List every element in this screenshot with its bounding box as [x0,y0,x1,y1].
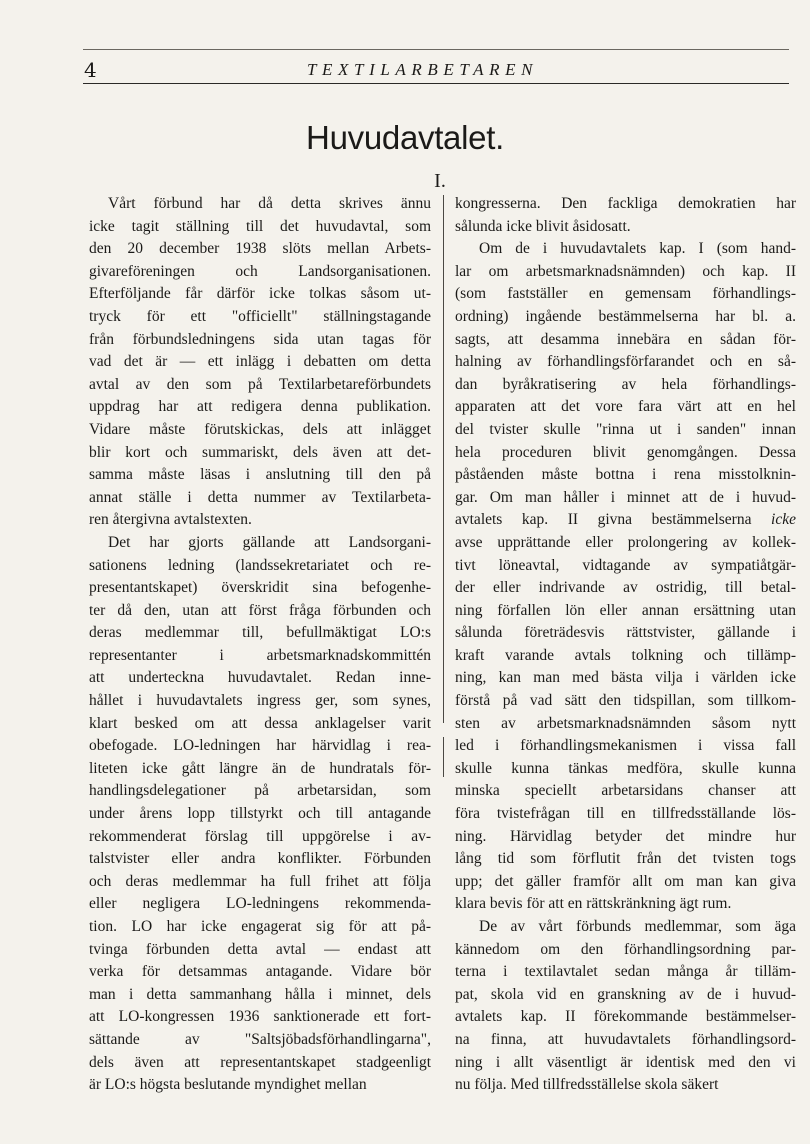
text-line: presentantskapet) överskridit sina befogenhe- [89,579,431,597]
text-line: avtalets kap. II givna bestämmelserna icke [455,511,796,529]
text-line: rekommenderat förslag till uppgörelse i av- [89,827,431,845]
text-line: sålunda icke blivit åsidosatt. [455,217,631,235]
text-line: att LO-kongressen 1936 sanktionerade ett fort- [89,1008,431,1026]
text-line: hela proceduren blivit genomgången. Dessa [455,443,796,461]
text-line: sålunda företrädesvis rättstvister, gällande i [455,624,796,642]
text-line: lång tid som förflutit från det tvisten togs [455,850,796,868]
text-line: ning. Härvidlag betyder det mindre hur [455,827,796,845]
text-line: tvinga förbunden detta avtal — endast att [89,940,431,958]
text-line: terna i textilavtalet sedan många år tilläm- [455,963,796,981]
text-line: (som fastställer en gemensam förhandlings- [455,285,796,303]
text-line: och deras medlemmar ha full frihet att följa [89,872,431,890]
text-line: verka för detsammas antagande. Vidare bör [89,963,431,981]
text-line: förstå på vad sätt den tidspillan, som tillkom- [455,692,796,710]
text-line: Det har gjorts gällande att Landsorgani- [108,533,431,551]
text-line: från förbundsledningens sida utan tagas för [89,330,431,348]
text-line: skulle kunna tänkas medföra, skulle kunna [455,759,796,777]
text-line: avtalets kap. II förekommande bestämmelser- [455,1008,796,1026]
text-line: De av vårt förbunds medlemmar, som äga [479,918,796,935]
text-line: Vidare måste förutskickas, dels att inlägget [89,420,431,438]
text-line: ordning) ingående bestämmelserna har bl. a. [455,307,796,325]
page-number: 4 [84,58,97,82]
text-line: kongresserna. Den fackliga demokratien har [455,195,796,212]
text-line: sättande av "Saltsjöbadsförhandlingarna", [89,1030,431,1048]
text-line: eller negligera LO-ledningens rekommenda- [89,895,431,913]
text-line: sationens ledning (landssekretariatet och re- [89,556,431,574]
article-title: Huvudavtalet. [306,119,504,156]
text-line: hållet i huvudavtalets ingress ger, som synes, [89,692,431,710]
text-line: tryck för ett "officiellt" ställningstagande [89,307,431,325]
text-line: icke tagit ställning till det huvudavtal, som [89,217,431,235]
text-line: tion. LO har icke engagerat sig för att på- [89,918,431,935]
journal-title: TEXTILARBETAREN [307,60,539,79]
text-line: der eller indrivande av ostridig, till betal- [455,579,796,597]
text-line: man i detta sammanhang hålla i minnet, dels [89,985,431,1003]
text-line: ning i allt väsentligt är identisk med den vi [455,1053,796,1071]
text-line: klara bevis för att en rättskränkning ägt rum. [455,895,732,913]
text-line: talstvister eller andra konflikter. Förbunden [89,850,431,868]
text-line: minska speciellt arbetarsidans chanser att [455,782,796,800]
column-divider [443,195,444,723]
text-line: sten av arbetsmarknadsnämnden såsom nytt [455,714,796,732]
text-line: sagts, att desamma innebära en sådan för- [455,330,796,348]
text-line: uppdrag har att redigera denna publikation. [89,398,431,416]
text-line: led i förhandlingsmekanismen i vissa fall [455,737,796,755]
text-line: Om de i huvudavtalets kap. I (som hand- [479,240,796,258]
text-line: givareföreningen och Landsorganisationen. [89,262,431,280]
text-line: pat, skola vid en granskning av de i huvud- [455,985,796,1003]
text-line: under årens lopp tillstyrkt och till antagande [89,805,431,823]
text-line: samma måste läsas i anslutning till den på [89,466,431,484]
text-line: påståenden måste bottna i rena misstolknin- [455,466,796,484]
text-line: kännedom om den förhandlingsordning par- [455,940,796,958]
text-line: upp; det gäller framför allt om man kan giva [455,872,796,890]
text-line: dels även att representantskapet stadgeenligt [89,1053,431,1071]
right-column [455,193,796,1097]
text-line: Vårt förbund har då detta skrives ännu [108,195,431,212]
text-line: är LO:s högsta beslutande myndighet mellan [89,1076,367,1094]
text-line: halning av förhandlingsförfarandet och en så- [455,353,796,371]
text-line: representanter i arbetsmarknadskommittén [89,646,431,664]
text-line: gar. Om man håller i minnet att de i huvud- [455,488,796,506]
text-line: den 20 december 1938 slöts mellan Arbets- [89,240,431,258]
text-line: ning förfallen lön eller annan ersättning utan [455,601,796,619]
text-line: blir kort och summariskt, dels även att det- [89,443,431,461]
column-divider [443,737,444,777]
text-line: apparaten att det vore fara värt att en hel [455,398,796,416]
text-line: tivt löneavtal, vidtagande av sympatiåtgär- [455,556,796,574]
text-line: ning, kan man med bästa vilja i världen icke [455,669,796,687]
text-line: Efterföljande får därför icke tolkas såsom ut- [89,285,431,303]
text-line: ter då den, utan att först fråga förbunden och [89,601,431,619]
text-line: handlingsdelegationer på arbetarsidan, som [89,782,431,800]
text-line: att underteckna huvudavtalet. Redan inne- [89,669,431,687]
text-line: na finna, att huvudavtalets förhandlingsord- [455,1030,796,1048]
text-line: vad det är — ett inlägg i debatten om detta [89,353,431,371]
text-line: liteten icke gått längre än de hundratals för- [89,759,431,777]
text-line: kraft varande avtals tolkning och tillämp- [455,646,796,664]
header-rule [83,83,789,84]
text-line: nu följa. Med tillfredsställelse skola säkert [455,1076,719,1094]
text-line: del tvister skulle "rinna ut i sanden" innan [455,420,796,438]
text-line: klart besked om att dessa anklagelser varit [89,714,431,732]
text-line: ren återgivna avtalstexten. [89,511,252,529]
text-line: obefogade. LO-ledningen har härvidlag i rea- [89,737,431,755]
text-line: deras medlemmar till, befullmäktigat LO:s [89,624,431,642]
text-line: avse upprättande eller prolongering av kollek- [455,533,796,551]
text-line: föra tvistefrågan till en tillfredsställande lös- [455,805,796,823]
text-line: lar om arbetsmarknadsnämnden) och kap. II [455,262,796,280]
section-number: I. [434,170,446,192]
text-line: dan byråkratisering av hela förhandlings- [455,375,796,393]
left-column [89,193,431,1097]
text-line: avtal av den som på Textilarbetareförbundets [89,375,431,393]
header-top-rule [83,49,789,50]
text-line: annat ställe i detta nummer av Textilarbeta- [89,488,431,506]
